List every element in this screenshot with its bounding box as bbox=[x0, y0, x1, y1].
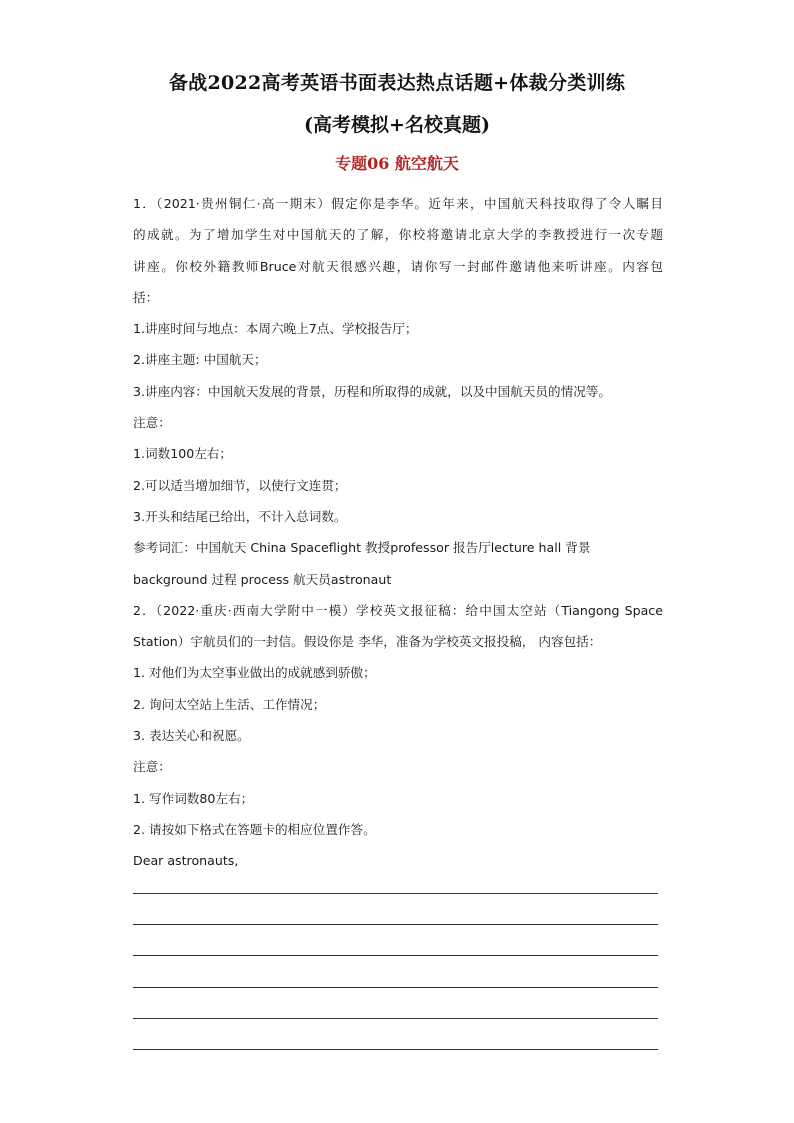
answer-line bbox=[133, 1049, 658, 1050]
q2-point: 3. 表达关心和祝愿。 bbox=[133, 728, 250, 744]
document-title: 备战2022高考英语书面表达热点话题+体裁分类训练 bbox=[168, 72, 626, 94]
answer-line bbox=[133, 987, 658, 988]
answer-line bbox=[133, 893, 658, 894]
q1-intro-line: 的成就。为了增加学生对中国航天的了解，你校将邀请北京大学的李教授进行一次专题 bbox=[133, 227, 663, 243]
q1-intro-line: 1．（2021·贵州铜仁·高一期末）假定你是李华。近年来，中国航天科技取得了令人瞩目 bbox=[133, 196, 663, 211]
answer-line bbox=[133, 1018, 658, 1019]
q2-intro-line: Station）宇航员们的一封信。假设你是 李华，准备为学校英文报投稿， 内容包括： bbox=[133, 634, 602, 650]
q2-salutation: Dear astronauts, bbox=[133, 853, 239, 869]
answer-lines bbox=[133, 893, 658, 1080]
q1-vocab-line: background 过程 process 航天员astronaut bbox=[133, 571, 392, 587]
q1-note: 1.词数100左右； bbox=[133, 446, 233, 462]
q1-intro-line: 括： bbox=[133, 289, 159, 305]
q1-point: 1.讲座时间与地点：本周六晚上7点、学校报告厅； bbox=[133, 321, 418, 337]
q1-note: 2.可以适当增加细节，以使行文连贯； bbox=[133, 477, 347, 493]
q1-point: 3.讲座内容：中国航天发展的背景，历程和所取得的成就，以及中国航天员的情况等。 bbox=[133, 383, 611, 399]
answer-line bbox=[133, 955, 658, 956]
q2-point: 1. 对他们为太空事业做出的成就感到骄傲； bbox=[133, 665, 376, 681]
q1-note: 3.开头和结尾已给出，不计入总词数。 bbox=[133, 508, 347, 524]
answer-line bbox=[133, 924, 658, 925]
q1-notes-label: 注意： bbox=[133, 415, 171, 431]
q2-note: 1. 写作词数80左右； bbox=[133, 790, 254, 806]
q1-point: 2.讲座主题: 中国航天； bbox=[133, 352, 267, 368]
q1-intro-line: 讲座。你校外籍教师Bruce对航天很感兴趣，请你写一封邮件邀请他来听讲座。内容包 bbox=[133, 258, 663, 274]
q2-note: 2. 请按如下格式在答题卡的相应位置作答。 bbox=[133, 821, 376, 837]
q2-point: 2. 询问太空站上生活、工作情况； bbox=[133, 696, 326, 712]
topic-heading: 专题06 航空航天 bbox=[335, 154, 459, 173]
document-title-sub: (高考模拟+名校真题) bbox=[304, 114, 490, 136]
document-body bbox=[133, 188, 663, 877]
q2-notes-label: 注意： bbox=[133, 759, 171, 775]
q2-intro-line: 2．（2022·重庆·西南大学附中一模）学校英文报征稿：给中国太空站（Tiangong Space bbox=[133, 602, 663, 618]
q1-vocab-line: 参考词汇：中国航天 China Spaceflight 教授professor 报告厅lecture hall 背景 bbox=[133, 540, 591, 556]
